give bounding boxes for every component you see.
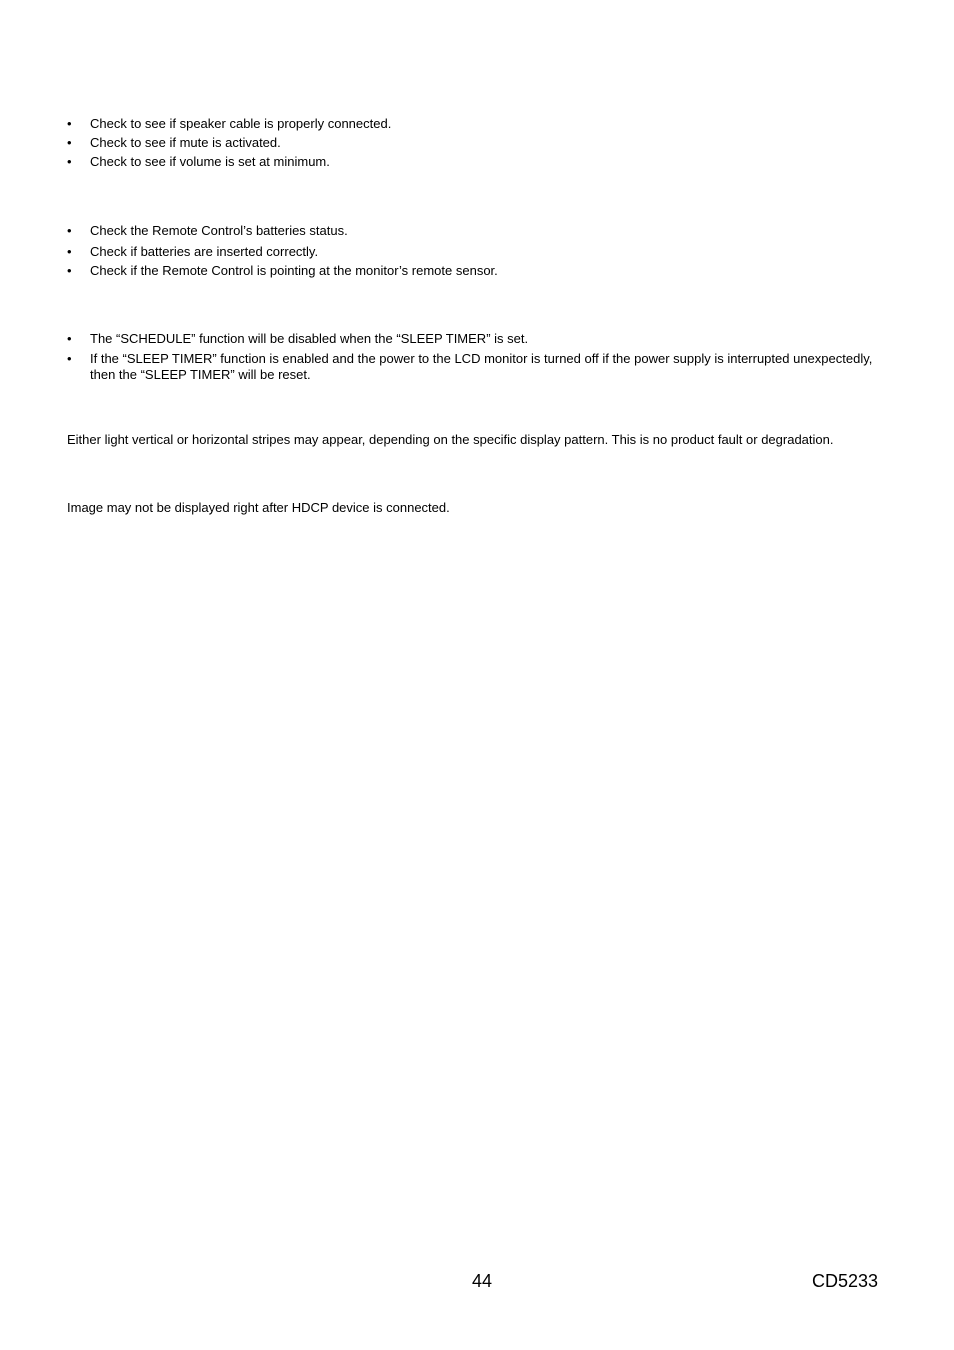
- remote-check-list: [67, 223, 887, 279]
- list-item: [67, 135, 887, 151]
- paragraph-text: Either light vertical or horizontal stripes may appear, depending on the specific display pattern. This is no product fault or degradation.: [67, 432, 834, 447]
- list-item: [67, 351, 887, 383]
- list-item: [67, 331, 887, 347]
- list-item-text: Check to see if speaker cable is properly connected.: [90, 116, 392, 131]
- hdcp-note: [67, 500, 887, 516]
- bullet-icon: •: [67, 244, 72, 259]
- list-item: [67, 116, 887, 132]
- timer-note-list: [67, 331, 887, 383]
- list-item: [67, 263, 887, 279]
- list-item-text: Check if batteries are inserted correctly.: [90, 244, 319, 259]
- bullet-icon: •: [67, 351, 72, 366]
- list-item-text: If the “SLEEP TIMER” function is enabled and the power to the LCD monitor is turned off if the power supply is interrupted unexpectedly, then the “SLEEP TIMER” will be reset.: [90, 351, 873, 382]
- list-item-text: Check to see if volume is set at minimum.: [90, 154, 330, 169]
- page-number: 44: [472, 1271, 493, 1291]
- bullet-icon: •: [67, 154, 72, 169]
- bullet-icon: •: [67, 263, 72, 278]
- stripes-note: [67, 432, 887, 448]
- list-item-text: Check to see if mute is activated.: [90, 135, 281, 150]
- bullet-icon: •: [67, 116, 72, 131]
- paragraph-text: Image may not be displayed right after HDCP device is connected.: [67, 500, 450, 515]
- list-item-text: Check if the Remote Control is pointing at the monitor’s remote sensor.: [90, 263, 498, 278]
- bullet-icon: •: [67, 331, 72, 346]
- bullet-icon: •: [67, 223, 72, 238]
- list-item: [67, 223, 887, 239]
- list-item-text: The “SCHEDULE” function will be disabled when the “SLEEP TIMER” is set.: [90, 331, 529, 346]
- audio-check-list: [67, 116, 887, 170]
- list-item: [67, 154, 887, 170]
- list-item-text: Check the Remote Control’s batteries status.: [90, 223, 348, 238]
- model-name: CD5233: [812, 1271, 879, 1291]
- bullet-icon: •: [67, 135, 72, 150]
- list-item: [67, 244, 887, 260]
